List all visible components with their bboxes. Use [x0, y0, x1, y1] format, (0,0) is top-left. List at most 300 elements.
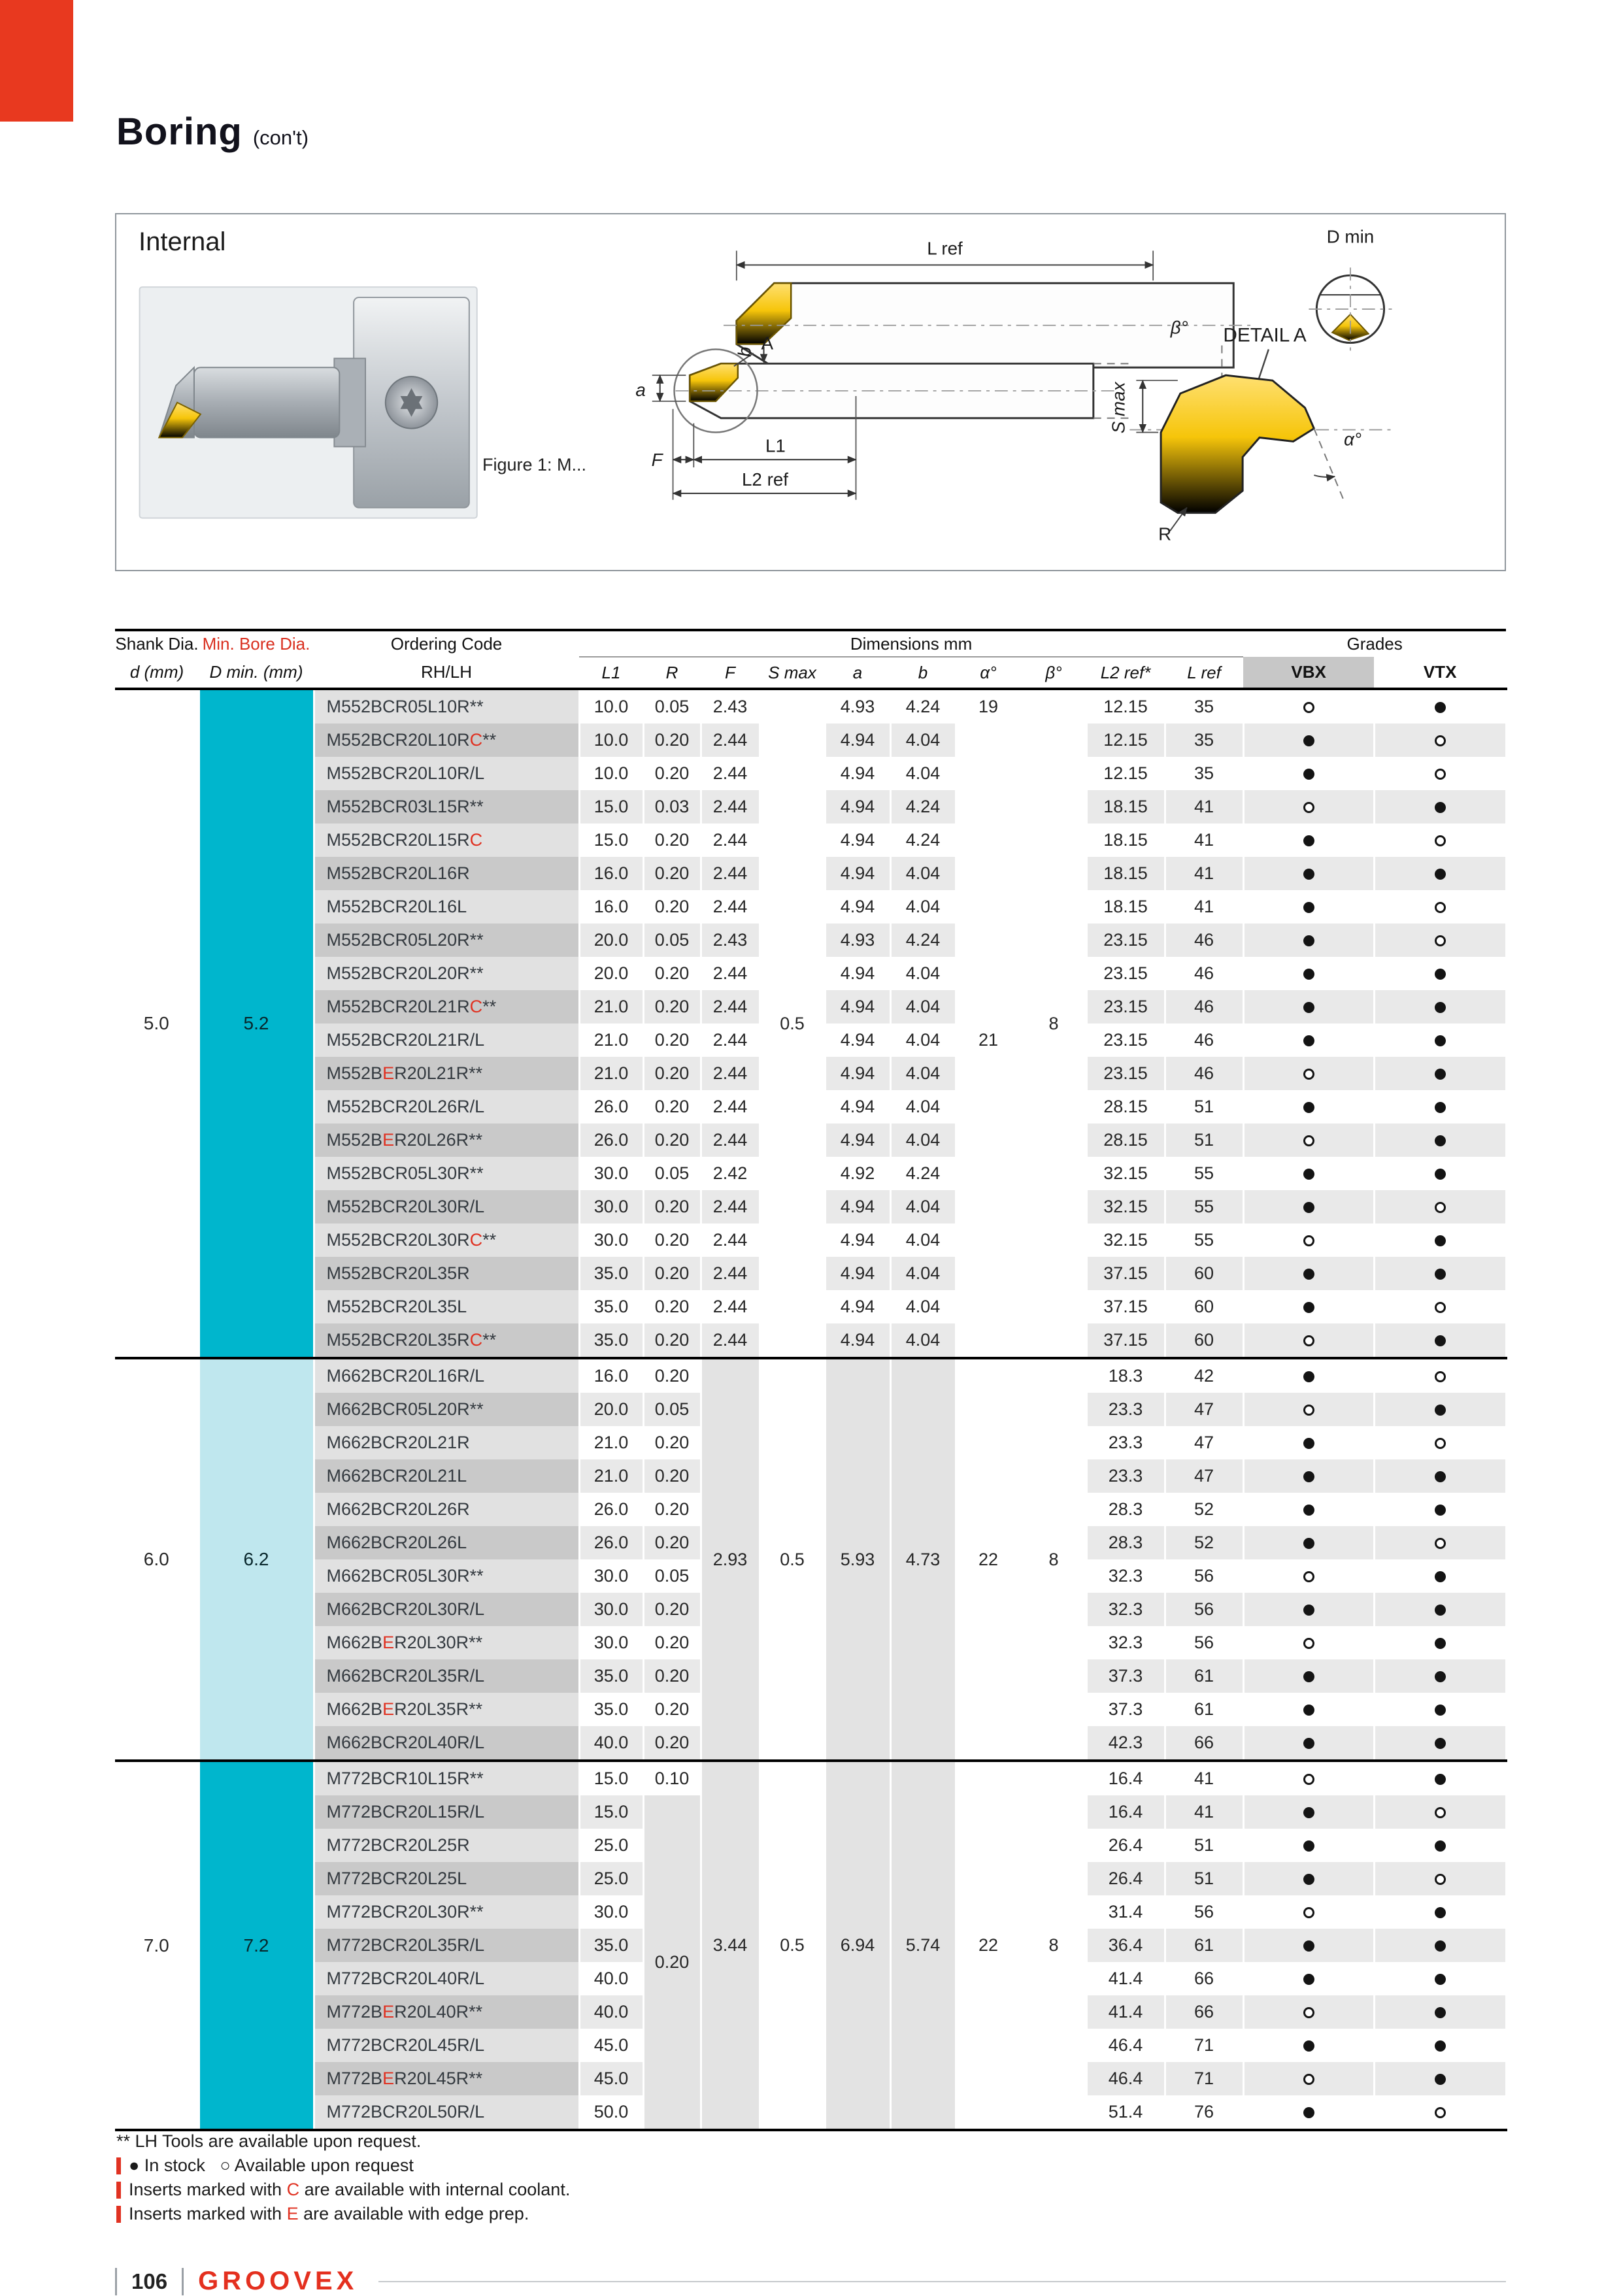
dim-smax: 0.5 — [760, 1358, 825, 1761]
dim-a: 4.94 — [825, 724, 890, 757]
dim-l2ref: 28.3 — [1086, 1493, 1165, 1526]
grade-vbx — [1243, 990, 1374, 1023]
dim-lref: 61 — [1165, 1659, 1243, 1693]
dim-a-label: a — [635, 379, 646, 400]
dim-r: 0.20 — [643, 1190, 701, 1223]
dim-b: 4.24 — [890, 824, 956, 857]
dim-l1: 16.0 — [579, 890, 643, 923]
grade-vtx — [1374, 1862, 1506, 1895]
upon-request-dot-icon — [1435, 2107, 1446, 2118]
footnotes — [116, 2129, 570, 2226]
dim-l2ref: 32.15 — [1086, 1190, 1165, 1223]
upon-request-dot-icon — [1435, 1874, 1446, 1885]
footnote-text: Inserts marked with E are available with edge prep. — [129, 2204, 529, 2223]
grade-vbx — [1243, 1393, 1374, 1426]
grade-vtx — [1374, 1493, 1506, 1526]
in-stock-dot-icon — [1435, 1335, 1446, 1346]
in-stock-dot-icon — [1435, 702, 1446, 713]
dim-f: 2.44 — [701, 1290, 760, 1323]
dim-lref: 41 — [1165, 1761, 1243, 1795]
dim-a: 4.94 — [825, 1023, 890, 1057]
dim-r: 0.03 — [643, 790, 701, 824]
grade-vtx — [1374, 1895, 1506, 1929]
dim-l1: 35.0 — [579, 1659, 643, 1693]
grade-vbx — [1243, 1829, 1374, 1862]
ordering-code: M552BCR05L30R** — [314, 1157, 579, 1190]
upon-request-dot-icon — [1303, 1571, 1314, 1582]
dim-r: 0.20 — [643, 990, 701, 1023]
dim-alpha: 21 — [956, 724, 1021, 1358]
dim-l2ref: 46.4 — [1086, 2029, 1165, 2062]
dim-b: 4.04 — [890, 757, 956, 790]
side-view-top — [724, 239, 1252, 368]
dim-lref: 60 — [1165, 1257, 1243, 1290]
dim-l1: 35.0 — [579, 1693, 643, 1726]
dim-l2ref: 28.15 — [1086, 1090, 1165, 1123]
grade-vtx — [1374, 1693, 1506, 1726]
dim-lref: 55 — [1165, 1223, 1243, 1257]
dim-l2ref: 32.15 — [1086, 1223, 1165, 1257]
dim-f: 2.44 — [701, 1257, 760, 1290]
in-stock-dot-icon — [1435, 1505, 1446, 1516]
dim-lref: 55 — [1165, 1190, 1243, 1223]
dim-lref: 66 — [1165, 1995, 1243, 2029]
dim-f: 2.44 — [701, 1190, 760, 1223]
boring-spec-table — [115, 629, 1507, 2131]
grade-vbx — [1243, 1257, 1374, 1290]
dim-lref: 41 — [1165, 890, 1243, 923]
ordering-code: M552BCR20L15RC — [314, 824, 579, 857]
table-row — [115, 1358, 1506, 1393]
dim-l1: 40.0 — [579, 1726, 643, 1761]
dim-lref: 47 — [1165, 1459, 1243, 1493]
grade-vtx — [1374, 1057, 1506, 1090]
dim-l1: 20.0 — [579, 957, 643, 990]
dim-alpha: 19 — [956, 689, 1021, 724]
grade-vtx — [1374, 890, 1506, 923]
dim-r: 0.05 — [643, 1559, 701, 1593]
detail-a-title: DETAIL A — [1223, 324, 1307, 346]
dim-a: 5.93 — [825, 1358, 890, 1761]
ordering-code: M552BCR20L21R/L — [314, 1023, 579, 1057]
grade-vtx — [1374, 689, 1506, 724]
shank-dia-value: 6.0 — [115, 1358, 199, 1761]
grade-vtx — [1374, 1090, 1506, 1123]
dim-f: 2.44 — [701, 990, 760, 1023]
ordering-code: M552BCR20L10RC** — [314, 724, 579, 757]
dim-l1: 30.0 — [579, 1190, 643, 1223]
ordering-code: M662BCR20L16R/L — [314, 1358, 579, 1393]
grade-vbx — [1243, 1493, 1374, 1526]
grade-vtx — [1374, 724, 1506, 757]
dim-l2ref: 36.4 — [1086, 1929, 1165, 1962]
dim-l2ref: 26.4 — [1086, 1829, 1165, 1862]
footnote-coolant — [116, 2178, 570, 2202]
dim-f: 2.43 — [701, 923, 760, 957]
grade-vbx — [1243, 724, 1374, 757]
dim-r: 0.20 — [643, 957, 701, 990]
dim-l1: 26.0 — [579, 1090, 643, 1123]
in-stock-dot-icon — [1303, 935, 1314, 946]
grade-vtx — [1374, 1290, 1506, 1323]
ordering-code: M772BCR20L25L — [314, 1862, 579, 1895]
dim-b: 4.04 — [890, 1190, 956, 1223]
dim-l2ref: 37.15 — [1086, 1323, 1165, 1358]
dim-lref: 35 — [1165, 757, 1243, 790]
in-stock-dot-icon — [1303, 1471, 1314, 1482]
dim-alpha-label: α° — [1344, 429, 1362, 450]
dim-l2ref: 37.15 — [1086, 1290, 1165, 1323]
dim-lref: 56 — [1165, 1626, 1243, 1659]
dim-l1: 10.0 — [579, 724, 643, 757]
in-stock-dot-icon — [1303, 835, 1314, 846]
grade-vtx — [1374, 1726, 1506, 1761]
dim-l2ref: 18.15 — [1086, 790, 1165, 824]
dim-l2ref: 23.15 — [1086, 923, 1165, 957]
grade-vbx — [1243, 1057, 1374, 1090]
in-stock-dot-icon — [1435, 1169, 1446, 1180]
dim-a: 4.94 — [825, 1090, 890, 1123]
dim-l1: 21.0 — [579, 1426, 643, 1459]
dim-l1: 30.0 — [579, 1895, 643, 1929]
dim-l1: 30.0 — [579, 1559, 643, 1593]
dim-b-label: b — [734, 346, 755, 358]
grade-vbx — [1243, 1962, 1374, 1995]
footer-divider — [115, 2268, 117, 2295]
dim-lref: 61 — [1165, 1693, 1243, 1726]
page-footer — [115, 2267, 1506, 2296]
grade-vtx — [1374, 1459, 1506, 1493]
col-header-shank: Shank Dia. — [115, 630, 199, 657]
grade-vbx — [1243, 689, 1374, 724]
dim-r: 0.20 — [643, 1358, 701, 1393]
col-subheader-r: R — [643, 657, 701, 689]
in-stock-dot-icon — [1435, 2074, 1446, 2085]
ordering-code: M552BER20L21R** — [314, 1057, 579, 1090]
dim-alpha: 22 — [956, 1358, 1021, 1761]
in-stock-dot-icon — [1303, 969, 1314, 980]
dim-lref: 47 — [1165, 1393, 1243, 1426]
dim-smax: 0.5 — [760, 1761, 825, 2130]
dim-a: 4.94 — [825, 1323, 890, 1358]
grade-vbx — [1243, 824, 1374, 857]
dim-a: 4.94 — [825, 1290, 890, 1323]
l-ref-label: L ref — [927, 238, 963, 259]
in-stock-dot-icon — [1303, 1738, 1314, 1749]
ordering-code: M552BCR20L10R/L — [314, 757, 579, 790]
grade-vtx — [1374, 1358, 1506, 1393]
dim-lref: 55 — [1165, 1157, 1243, 1190]
dim-l1: 25.0 — [579, 1862, 643, 1895]
in-stock-dot-icon — [1303, 1505, 1314, 1516]
dim-l2ref: 32.15 — [1086, 1157, 1165, 1190]
grade-vtx — [1374, 1157, 1506, 1190]
tool-shank — [194, 367, 339, 437]
ordering-code: M662BCR05L20R** — [314, 1393, 579, 1426]
shank-dia-value: 7.0 — [115, 1761, 199, 2130]
table-row — [115, 689, 1506, 724]
corner-marker — [0, 0, 73, 122]
in-stock-dot-icon — [1303, 1705, 1314, 1716]
dim-b: 4.24 — [890, 689, 956, 724]
dim-l2ref: 26.4 — [1086, 1862, 1165, 1895]
shank-dia-value: 5.0 — [115, 689, 199, 1358]
dim-r: 0.20 — [643, 1223, 701, 1257]
dim-f: 2.44 — [701, 790, 760, 824]
grade-vbx — [1243, 2062, 1374, 2095]
dim-a: 4.94 — [825, 1057, 890, 1090]
dim-a: 4.94 — [825, 957, 890, 990]
ordering-code: M662BCR20L26L — [314, 1526, 579, 1559]
dim-b: 4.04 — [890, 724, 956, 757]
dim-a: 4.94 — [825, 1223, 890, 1257]
ordering-code: M772BCR20L50R/L — [314, 2095, 579, 2130]
dim-l1: 21.0 — [579, 1459, 643, 1493]
ordering-code: M552BCR20L16R — [314, 857, 579, 890]
tool-photo — [140, 287, 477, 518]
end-view — [1309, 227, 1392, 351]
insert-profile — [1161, 375, 1314, 512]
dim-l1: 50.0 — [579, 2095, 643, 2130]
ordering-code: M552BCR20L20R** — [314, 957, 579, 990]
dim-l1: 30.0 — [579, 1157, 643, 1190]
dim-r: 0.20 — [643, 1057, 701, 1090]
dim-a: 4.94 — [825, 890, 890, 923]
dim-l1: 21.0 — [579, 990, 643, 1023]
grade-vbx — [1243, 1995, 1374, 2029]
grade-vbx — [1243, 1090, 1374, 1123]
grade-vtx — [1374, 2095, 1506, 2130]
dim-l1: 15.0 — [579, 1795, 643, 1829]
upon-request-dot-icon — [1435, 735, 1446, 746]
dim-l1: 15.0 — [579, 824, 643, 857]
upon-request-dot-icon — [1435, 769, 1446, 780]
dim-b: 4.73 — [890, 1358, 956, 1761]
in-stock-dot-icon — [1303, 1605, 1314, 1616]
grade-vtx — [1374, 1559, 1506, 1593]
dim-lref: 56 — [1165, 1559, 1243, 1593]
grade-vtx — [1374, 1995, 1506, 2029]
footnote-stock-legend — [116, 2154, 570, 2178]
grade-vbx — [1243, 1023, 1374, 1057]
dim-r: 0.20 — [643, 1795, 701, 2130]
ordering-code: M662BCR05L30R** — [314, 1559, 579, 1593]
ordering-code: M552BCR20L26R/L — [314, 1090, 579, 1123]
grade-vbx — [1243, 1123, 1374, 1157]
grade-vbx — [1243, 857, 1374, 890]
dim-f: 2.44 — [701, 1023, 760, 1057]
dim-r: 0.10 — [643, 1761, 701, 1795]
footnote-text: ** LH Tools are available upon request. — [116, 2131, 422, 2151]
upon-request-dot-icon — [1435, 1538, 1446, 1549]
dim-l1: 35.0 — [579, 1257, 643, 1290]
dim-l2ref: 42.3 — [1086, 1726, 1165, 1761]
dim-l2ref: 12.15 — [1086, 689, 1165, 724]
dim-a: 4.94 — [825, 790, 890, 824]
dim-a: 4.93 — [825, 923, 890, 957]
ordering-code: M662BCR20L40R/L — [314, 1726, 579, 1761]
ordering-code: M552BCR20L30RC** — [314, 1223, 579, 1257]
dim-lref: 71 — [1165, 2062, 1243, 2095]
upon-request-dot-icon — [1435, 1371, 1446, 1382]
dim-r: 0.20 — [643, 1459, 701, 1493]
ordering-code: M552BCR20L35R — [314, 1257, 579, 1290]
min-bore-value: 5.2 — [199, 689, 314, 1358]
grade-vtx — [1374, 2062, 1506, 2095]
red-bar-icon — [116, 2157, 121, 2174]
ordering-code: M552BCR03L15R** — [314, 790, 579, 824]
upon-request-dot-icon — [1435, 1438, 1446, 1449]
red-bar-icon — [116, 2206, 121, 2223]
col-subheader-alpha: α° — [956, 657, 1021, 689]
in-stock-dot-icon — [1435, 1605, 1446, 1616]
dim-alpha: 22 — [956, 1761, 1021, 2130]
dim-l2ref: 37.3 — [1086, 1659, 1165, 1693]
grade-vtx — [1374, 957, 1506, 990]
grade-vtx — [1374, 1123, 1506, 1157]
page-title-text: Boring — [116, 110, 242, 153]
in-stock-dot-icon — [1303, 1169, 1314, 1180]
dim-l2ref: 37.3 — [1086, 1693, 1165, 1726]
dim-l1: 26.0 — [579, 1123, 643, 1157]
in-stock-dot-icon — [1435, 1840, 1446, 1852]
dim-lref: 46 — [1165, 1057, 1243, 1090]
dim-lref: 52 — [1165, 1493, 1243, 1526]
dim-l2ref: 12.15 — [1086, 724, 1165, 757]
dim-f: 2.43 — [701, 689, 760, 724]
dim-lref: 35 — [1165, 724, 1243, 757]
in-stock-dot-icon — [1435, 2040, 1446, 2052]
dim-lref: 51 — [1165, 1123, 1243, 1157]
dim-l2ref: 18.3 — [1086, 1358, 1165, 1393]
min-bore-value: 6.2 — [199, 1358, 314, 1761]
dim-lref: 41 — [1165, 857, 1243, 890]
grade-vtx — [1374, 1929, 1506, 1962]
ordering-code: M772BER20L45R** — [314, 2062, 579, 2095]
col-subheader-b: b — [890, 657, 956, 689]
d-min-label: D min — [1326, 226, 1375, 247]
col-subheader-smax: S max — [760, 657, 825, 689]
dim-l1: 20.0 — [579, 923, 643, 957]
in-stock-dot-icon — [1435, 1705, 1446, 1716]
ordering-code: M552BCR20L16L — [314, 890, 579, 923]
dim-f: 2.42 — [701, 1157, 760, 1190]
col-subheader-a: a — [825, 657, 890, 689]
col-header-dimensions: Dimensions mm — [579, 630, 1243, 657]
grade-vbx — [1243, 1426, 1374, 1459]
dim-a: 4.94 — [825, 1123, 890, 1157]
dim-f: 2.93 — [701, 1358, 760, 1761]
upon-request-dot-icon — [1435, 1807, 1446, 1818]
grade-vtx — [1374, 1761, 1506, 1795]
dim-a: 4.94 — [825, 857, 890, 890]
dim-l2ref: 12.15 — [1086, 757, 1165, 790]
dim-l2ref: 18.15 — [1086, 824, 1165, 857]
figure-caption: Figure 1: M... — [482, 455, 587, 474]
grade-vtx — [1374, 1223, 1506, 1257]
dim-lref: 56 — [1165, 1895, 1243, 1929]
dim-r: 0.20 — [643, 1257, 701, 1290]
grade-vbx — [1243, 1693, 1374, 1726]
col-subheader-l2ref: L2 ref* — [1086, 657, 1165, 689]
dim-l1: 15.0 — [579, 1761, 643, 1795]
dim-beta: 8 — [1021, 1761, 1086, 2130]
ordering-code: M772BCR20L25R — [314, 1829, 579, 1862]
grade-vtx — [1374, 857, 1506, 890]
dim-l2ref: 23.15 — [1086, 990, 1165, 1023]
upon-request-dot-icon — [1303, 1069, 1314, 1080]
in-stock-dot-icon — [1435, 1405, 1446, 1416]
grade-vtx — [1374, 1190, 1506, 1223]
dim-l2ref: 32.3 — [1086, 1593, 1165, 1626]
dim-lref: 71 — [1165, 2029, 1243, 2062]
dim-a: 4.94 — [825, 824, 890, 857]
dim-f: 2.44 — [701, 857, 760, 890]
in-stock-dot-icon — [1303, 1671, 1314, 1682]
dim-l2ref: 23.3 — [1086, 1426, 1165, 1459]
ordering-code: M772BCR20L35R/L — [314, 1929, 579, 1962]
dim-smax-label: S max — [1108, 382, 1129, 434]
dim-l1: 35.0 — [579, 1323, 643, 1358]
dim-l1: 35.0 — [579, 1290, 643, 1323]
dim-r: 0.20 — [643, 1090, 701, 1123]
footnote-text: Inserts marked with C are available with internal coolant. — [129, 2180, 571, 2199]
dim-r: 0.20 — [643, 1023, 701, 1057]
grade-vbx — [1243, 790, 1374, 824]
grade-vbx — [1243, 957, 1374, 990]
min-bore-value: 7.2 — [199, 1761, 314, 2130]
dim-l1: 10.0 — [579, 689, 643, 724]
in-stock-dot-icon — [1435, 1671, 1446, 1682]
dim-a: 4.94 — [825, 1190, 890, 1223]
upon-request-dot-icon — [1303, 1638, 1314, 1649]
in-stock-dot-icon — [1303, 1002, 1314, 1013]
in-stock-dot-icon — [1303, 1438, 1314, 1449]
dim-r: 0.20 — [643, 1726, 701, 1761]
dim-smax: 0.5 — [760, 689, 825, 1358]
upon-request-dot-icon — [1303, 1335, 1314, 1346]
dim-a: 4.94 — [825, 757, 890, 790]
col-header-grades: Grades — [1243, 630, 1506, 657]
ordering-code: M772BER20L40R** — [314, 1995, 579, 2029]
dim-l2ref: 18.15 — [1086, 857, 1165, 890]
dim-l2ref: 31.4 — [1086, 1895, 1165, 1929]
in-stock-dot-icon — [1303, 1940, 1314, 1952]
dim-lref: 66 — [1165, 1962, 1243, 1995]
in-stock-dot-icon — [1303, 1035, 1314, 1046]
dim-f-label: F — [651, 450, 663, 471]
grade-vbx — [1243, 2095, 1374, 2130]
dim-l2ref: 23.15 — [1086, 1023, 1165, 1057]
dim-l2ref: 28.3 — [1086, 1526, 1165, 1559]
grade-vtx — [1374, 1526, 1506, 1559]
footnote-lh-tools — [116, 2129, 570, 2154]
in-stock-dot-icon — [1435, 969, 1446, 980]
grade-vtx — [1374, 1962, 1506, 1995]
in-stock-dot-icon — [1303, 1302, 1314, 1313]
footnote-edge-prep — [116, 2202, 570, 2226]
dim-l1: 30.0 — [579, 1626, 643, 1659]
col-subheader-vtx: VTX — [1374, 657, 1506, 689]
ordering-code: M662BCR20L26R — [314, 1493, 579, 1526]
dim-b: 4.24 — [890, 1157, 956, 1190]
grade-vtx — [1374, 1795, 1506, 1829]
dim-b: 4.24 — [890, 790, 956, 824]
ordering-code: M552BCR05L10R** — [314, 689, 579, 724]
grade-vbx — [1243, 1862, 1374, 1895]
dim-l1: 10.0 — [579, 757, 643, 790]
grade-vbx — [1243, 1593, 1374, 1626]
